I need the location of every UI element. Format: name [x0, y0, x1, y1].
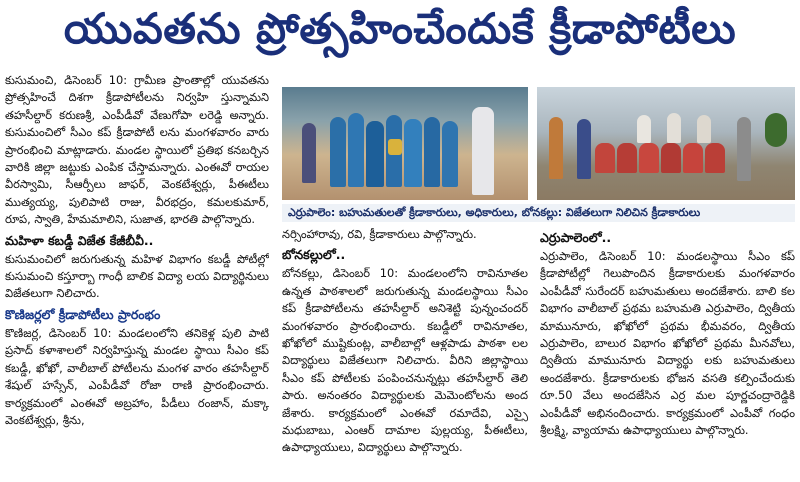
paragraph-konijerla: కొణిజర్ల, డిసెంబర్ 10: మండలంలోని తనికెళ్ల పులి పాటి ప్రసాద్ కళాశాలలో నిర్వహిస్తున్న మండల స్థాయి సీఎం కప్ కబడ్డీ, ఖోఖో, వాలీబాల్ పోటీలను మంగళ వారం తహసీల్దార్ శేషుల్ హస్సేన్, ఎంపీడీవో రోజా రాణి ప్రారంభించారు. కార్యక్రమంలో ఎంఈవో అబ్రహాం, పీడీలు రంజాన్, మక్కా వెంకటేశ్వర్లు, శ్రీను, — [5, 325, 269, 427]
photo-bonakallu-winners — [537, 87, 795, 200]
paragraph-kusumanchi: కుసుమంచి, డిసెంబర్ 10: గ్రామీణ ప్రాంతాల్లో యువతను ప్రోత్సహించే దిశగా క్రీడాపోటీలను నిర్వహి స్తున్నామని తహసీల్దార్ కరుణశ్రీ, ఎంపీడీవో వేణుగోపా లరెడ్డి అన్నారు. కుసుమంచిలో సీఎం కప్ క్రీడాపోటీ లను మంగళవారం వారు ప్రారంభించి మాట్లాడారు. మండల స్థాయిలో ప్రతిభ కనబర్చిన వారికి జిల్లా జట్టుకు ఎంపిక చేస్తామన్నారు. ఎంఈవో రాయల వీరస్వామి, సీఆర్పీలు జాఫర్, వెంకటేశ్వర్లు, పీఈటీలు ముత్యయ్య, పులిపాటి రాజు, వీరభద్రం, కమలకుమార్, రూప, స్వాతి, హేమమాలిని, సుజాత, భారతి పాల్గొన్నారు. — [5, 73, 269, 227]
subheading-konijerla: కొణిజర్లలో క్రీడాపోటీలు ప్రారంభం — [5, 306, 161, 322]
paragraph-bonakallu: బోనకల్లు, డిసెంబర్ 10: మండలంలోని రావినూతల ఉన్నత పాఠశాలలో జరుగుతున్న మండలస్థాయి సీఎం కప్ క్రీడాపోటీలను తహసీల్దార్ అనిశెట్టి పున్నంచందర్ మంగళవారం ప్రారంభించారు. కబడ్డీలో రావినూతల, ఖోఖోలో ముష్టికుంట్ల, వాలీబాల్లో ఆళ్లపాడు పాఠశా లల విద్యార్థులు విజేతలుగా నిలిచారు. వీరిని జిల్లాస్థాయి సీఎం కప్ పోటీలకు పంపించనున్నట్లు తహసీల్దార్ తెలి పారు. అనంతరం విద్యార్థులకు మెమెంటోలను అంద జేశారు. కార్యక్రమంలో ఎంఈవో రమాదేవి, ఎస్సై మధుబాబు, ఎంఆర్ దామాల పుల్లయ్య, పీఈటీలు, ఉపాధ్యాయులు, విద్యార్థులు పాల్గొన్నారు. — [282, 266, 528, 455]
paragraph-kgbv: కుసుమంచిలో జరుగుతున్న మహిళ విభాగం కబడ్డీ పోటీల్లో కుసుమంచి కస్తూర్బా గాంధీ బాలిక విద్యా లయ విద్యార్థినులు విజేతలుగా నిలిచారు. — [5, 251, 269, 301]
paragraph-erupalem: ఎర్రుపాలెం, డిసెంబర్ 10: మండలస్థాయి సీఎం కప్ క్రీడాపోటీల్లో గెలుపొందిన క్రీడాకారులకు మంగళవారం ఎంపీడీవో సురేందర్ బహుమతులు అందజేశారు. బాలి కల విభాగం వాలీబాల్ ప్రథమ బహుమతి ఎర్రుపాలెం, ద్వితీయ మామునూరు, ఖోఖోలో ప్రథమ భీమవరం, ద్వితీయ ఎర్రుపాలెం, బాలుర విభాగం ఖోఖోలో ప్రథమ మీనవోలు, ద్వితీయ మామునూరు విద్యార్థు లకు బహుమతులు అందజేశారు. క్రీడాకారులకు భోజన వసతి కల్పించేందుకు రూ.50 వేలు అందజేసిన ఎర్ర మల పూర్ణచంద్రారెడ్డికి ఎంపీడీవో అభినందించారు. కార్యక్రమంలో ఎంపీవో గంధం శ్రీలక్ష్మి, వ్యాయామ ఉపాధ్యాయులు పాల్గొన్నారు. — [540, 249, 795, 438]
headline: యువతను ప్రోత్సహించేందుకే క్రీడాపోటీలు — [63, 4, 737, 53]
subheading-bonakallu: బోనకల్లులో.. — [282, 247, 346, 263]
article-column-1 — [5, 72, 269, 480]
paragraph-continued: నర్సింహారావు, రవి, క్రీడాకారులు పాల్గొన్నారు. — [282, 227, 477, 241]
subheading-erupalem: ఎర్రుపాలెంలో.. — [540, 230, 612, 245]
photo-caption: ఎర్రుపాలెం: బహుమతులతో క్రీడాకారులు, అధికారులు, బోనకల్లు: విజేతలుగా నిలిచిన క్రీడాకారులు — [282, 204, 795, 222]
article-column-2 — [282, 226, 528, 480]
subheading-kabaddi-winner: మహిళా కబడ్డీ విజేత కేజీబీవీ.. — [5, 232, 154, 248]
photo-erupalem-prize-winners — [282, 87, 528, 200]
article-column-3 — [540, 226, 795, 480]
